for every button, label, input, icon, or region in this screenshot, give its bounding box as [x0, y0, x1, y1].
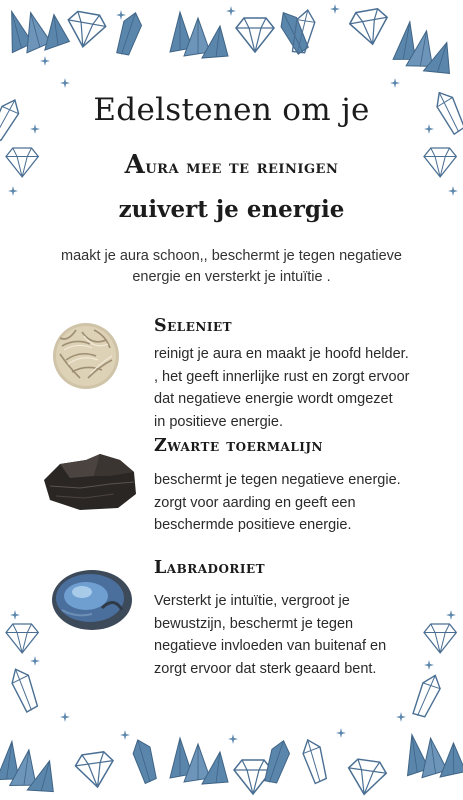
title-line-2 — [0, 150, 463, 180]
description-line: zorgt voor aarding en geeft een — [154, 494, 356, 511]
stone-name-zwarte-toermalijn: Zwarte toermalijn — [154, 436, 324, 456]
intro-line: maakt je aura schoon,, beschermt je tegen negatieve — [61, 248, 402, 264]
description-line: reinigt je aura en maakt je hoofd helder. — [154, 346, 409, 362]
title-line-3: zuivert je energie — [118, 196, 345, 223]
labradorite-stone-image — [52, 570, 132, 630]
stone-description-seleniet — [154, 343, 444, 433]
description-line: negatieve invloeden van buitenaf en — [154, 638, 387, 654]
description-line: , het geeft innerlijke rust en zorgt ervoor — [154, 368, 410, 385]
description-line: dat negatieve energie wordt omgezet — [154, 391, 393, 407]
title-line-1: Edelstenen om je — [93, 92, 370, 128]
stone-description-labradoriet — [154, 590, 444, 680]
stone-name-seleniet: Seleniet — [154, 316, 233, 336]
stone-description-zwarte-toermalijn — [154, 469, 444, 537]
description-line: zorgt ervoor dat sterk geaard bent. — [154, 660, 377, 677]
description-line: Versterkt je intuïtie, vergroot je — [154, 593, 350, 609]
description-line: in positieve energie. — [154, 413, 283, 430]
title-line-2-initial: A — [124, 150, 146, 180]
description-line: beschermt je tegen negatieve energie. — [154, 472, 401, 488]
stone-name-labradoriet: Labradoriet — [154, 558, 266, 578]
title-line-2-rest: ura mee te reinigen — [145, 156, 339, 178]
intro-line: energie en versterkt je intuïtie . — [132, 269, 331, 285]
black-tourmaline-stone-image — [44, 454, 136, 510]
intro-text — [20, 246, 443, 288]
description-line: bewustzijn, beschermt je tegen — [154, 615, 354, 632]
description-line: beschermde positieve energie. — [154, 517, 352, 533]
selenite-stone-image — [53, 323, 119, 389]
